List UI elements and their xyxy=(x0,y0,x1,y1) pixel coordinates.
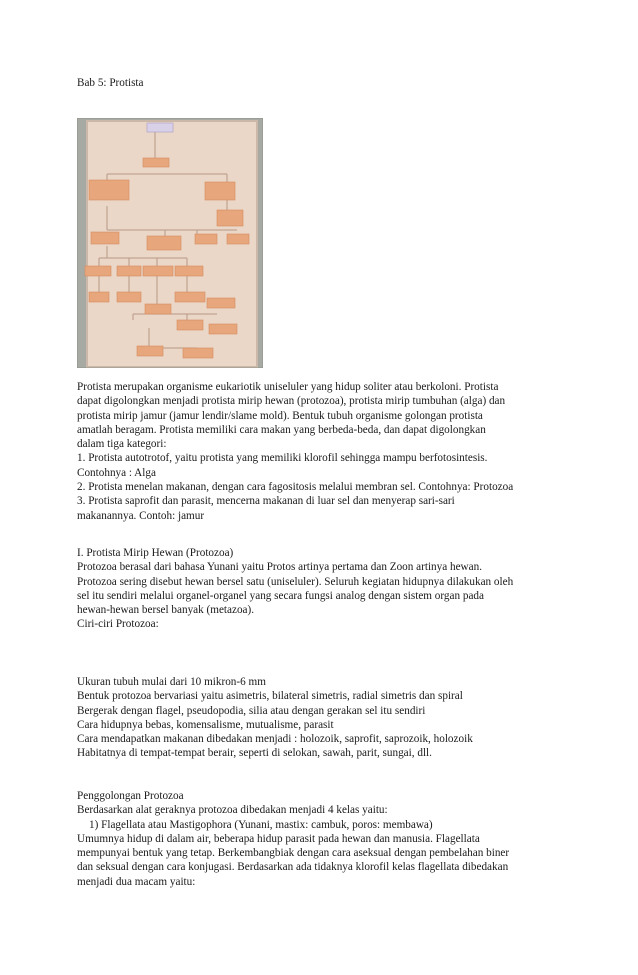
text-line: mempunyai bentuk yang tetap. Berkembangbiak dengan cara aseksual dengan pembelahan biner xyxy=(77,847,510,860)
text-line: hewan-hewan bersel banyak (metazoa). xyxy=(77,604,255,617)
text-line: Protozoa sering disebut hewan bersel satu (uniseluler). Seluruh kegiatan hidupnya dilakukan oleh xyxy=(77,575,514,588)
text-line: dan seksual dengan cara konjugasi. Berdasarkan ada tidaknya klorofil kelas flagellata dibedakan xyxy=(77,861,509,874)
text-line: protista mirip jamur (jamur lendir/slame mold). Bentuk tubuh organisme golongan protista xyxy=(77,409,483,422)
text-line: 3. Protista saprofit dan parasit, mencerna makanan di luar sel dan menyerap sari-sari xyxy=(77,495,455,508)
list-item: Ukuran tubuh mulai dari 10 mikron-6 mm xyxy=(77,676,266,688)
text-line: sel itu sendiri melalui organel-organel yang secara fungsi analog dengan sistem organ pada xyxy=(77,589,484,602)
chapter-heading: Bab 5: Protista xyxy=(77,77,144,89)
list-item: Cara mendapatkan makanan dibedakan menjadi : holozoik, saprofit, saprozoik, holozoik xyxy=(77,733,473,746)
text-line: 1. Protista autotrotof, yaitu protista yang memiliki klorofil sehingga mampu berfotosintesis. xyxy=(77,452,488,465)
text-line: dalam tiga kategori: xyxy=(77,438,167,451)
text-line: Contohnya : Alga xyxy=(77,466,156,479)
text-line: amatlah beragam. Protista memiliki cara makan yang berbeda-beda, dan dapat digolongkan xyxy=(77,423,486,436)
text-line: makanannya. Contoh: jamur xyxy=(77,509,205,522)
intro-paragraph xyxy=(77,380,577,523)
section-heading: Penggolongan Protozoa xyxy=(77,790,184,802)
text-line: dapat digolongkan menjadi protista mirip hewan (protozoa), protista mirip tumbuhan (alga) dan xyxy=(77,395,506,408)
list-item: Habitatnya di tempat-tempat berair, seperti di selokan, sawah, parit, sungai, dll. xyxy=(77,747,432,760)
text-line: Berdasarkan alat geraknya protozoa dibedakan menjadi 4 kelas yaitu: xyxy=(77,804,388,817)
protozoa-section xyxy=(77,546,577,632)
text-line: 2. Protista menelan makanan, dengan cara fagositosis melalui membran sel. Contohnya: Protozoa xyxy=(77,481,514,494)
list-item: Cara hidupnya bebas, komensalisme, mutualisme, parasit xyxy=(77,718,334,731)
text-line: Protozoa berasal dari bahasa Yunani yaitu Protos artinya pertama dan Zoon artinya hewan. xyxy=(77,561,482,574)
text-line: Protista merupakan organisme eukariotik uniseluler yang hidup soliter atau berkoloni. Protista xyxy=(77,381,499,393)
section-heading: I. Protista Mirip Hewan (Protozoa) xyxy=(77,547,234,559)
protozoa-classification xyxy=(77,789,577,889)
text-line: 1) Flagellata atau Mastigophora (Yunani, mastix: cambuk, poros: membawa) xyxy=(89,818,433,831)
protozoa-characteristics xyxy=(77,675,577,761)
text-line: menjadi dua macam yaitu: xyxy=(77,875,196,888)
text-line: Umumnya hidup di dalam air, beberapa hidup parasit pada hewan dan manusia. Flagellata xyxy=(77,832,480,845)
list-item: Bergerak dengan flagel, pseudopodia, silia atau dengan gerakan sel itu sendiri xyxy=(77,704,426,717)
list-item: Bentuk protozoa bervariasi yaitu asimetris, bilateral simetris, radial simetris dan spiral xyxy=(77,690,463,703)
protista-chart-photo xyxy=(77,118,263,368)
text-line: Ciri-ciri Protozoa: xyxy=(77,618,159,631)
